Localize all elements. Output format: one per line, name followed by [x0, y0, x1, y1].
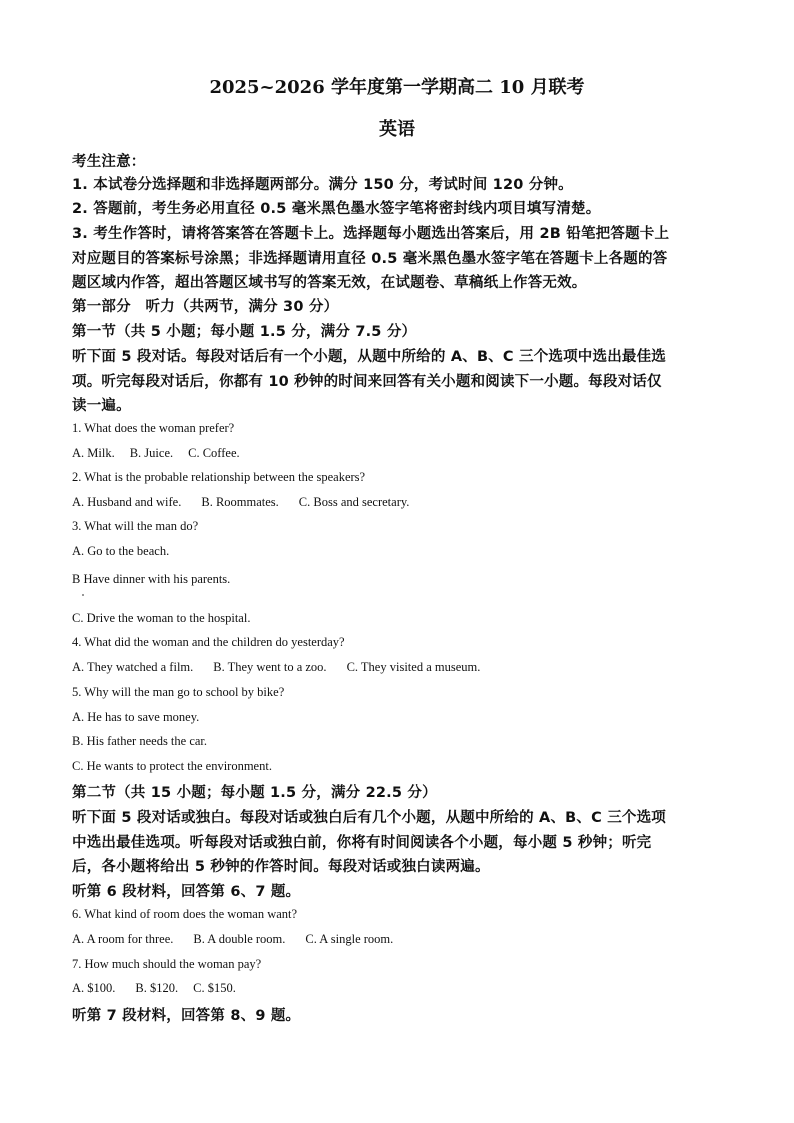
notice-item-2: 2. 答题前，考生务必用直径 0.5 毫米黑色墨水签字笔将密封线内项目填写清楚。 — [72, 201, 601, 217]
section1-heading: 第一节（共 5 小题；每小题 1.5 分，满分 7.5 分） — [72, 324, 417, 340]
question-5-option-b: B. His father needs the car. — [72, 734, 208, 748]
notice-item-3-cont: 对应题目的答案标号涂黑；非选择题请用直径 0.5 毫米黑色墨水签字笔在答题卡上各题的答 — [72, 251, 668, 267]
section2-heading: 第二节（共 15 小题；每小题 1.5 分，满分 22.5 分） — [72, 785, 437, 801]
question-2-stem: 2. What is the probable relationship between the speakers? — [72, 470, 366, 484]
section2-instructions-line3: 后，各小题将给出 5 秒钟的作答时间。每段对话或独白读两遍。 — [72, 859, 490, 875]
question-6-options — [72, 932, 393, 947]
question-4-stem: 4. What did the woman and the children do yesterday? — [72, 635, 345, 649]
question-4-options — [72, 660, 480, 675]
question-4-option-c: C. They visited a museum. — [346, 660, 481, 674]
question-5-option-a: A. He has to save money. — [72, 710, 200, 724]
question-6-option-c: C. A single room. — [305, 932, 394, 946]
question-2-option-a: A. Husband and wife. — [72, 495, 182, 509]
question-7-options — [72, 981, 236, 996]
stray-dot — [82, 594, 84, 596]
question-1-stem: 1. What does the woman prefer? — [72, 421, 235, 435]
material-6-heading: 听第 6 段材料，回答第 6、7 题。 — [72, 884, 301, 900]
section2-instructions-line2: 中选出最佳选项。听每段对话或独白前，你将有时间阅读各个小题，每小题 5 秒钟；听完 — [72, 835, 652, 851]
question-3-option-c: C. Drive the woman to the hospital. — [72, 611, 251, 625]
question-4-option-b: B. They went to a zoo. — [213, 660, 327, 674]
question-7-stem: 7. How much should the woman pay? — [72, 957, 262, 971]
question-5-option-c: C. He wants to protect the environment. — [72, 759, 272, 773]
notice-item-3-cont2: 题区域内作答，超出答题区域书写的答案无效，在试题卷、草稿纸上作答无效。 — [72, 275, 587, 291]
question-2-option-c: C. Boss and secretary. — [298, 495, 410, 509]
question-2-options — [72, 495, 409, 510]
subject-title: 英语 — [379, 119, 415, 140]
section1-instructions-line2: 项。听完每段对话后，你都有 10 秒钟的时间来回答有关小题和阅读下一小题。每段对话仅 — [72, 374, 662, 390]
notice-item-1: 1. 本试卷分选择题和非选择题两部分。满分 150 分，考试时间 120 分钟。 — [72, 177, 573, 193]
question-1-option-c: C. Coffee. — [188, 446, 240, 460]
question-1-option-b: B. Juice. — [129, 446, 174, 460]
question-2-option-b: B. Roommates. — [201, 495, 279, 509]
question-6-option-a: A. A room for three. — [72, 932, 174, 946]
question-3-option-b: B Have dinner with his parents. — [72, 572, 231, 586]
section1-instructions-line1: 听下面 5 段对话。每段对话后有一个小题，从题中所给的 A、B、C 三个选项中选出最佳选 — [72, 349, 666, 365]
question-7-option-a: A. $100. — [72, 981, 116, 995]
question-1-options — [72, 446, 240, 461]
material-7-heading: 听第 7 段材料，回答第 8、9 题。 — [72, 1008, 301, 1024]
exam-title: 2025~2026 学年度第一学期高二 10 月联考 — [209, 77, 585, 98]
question-7-option-b: B. $120. — [135, 981, 179, 995]
notice-item-3: 3. 考生作答时，请将答案答在答题卡上。选择题每小题选出答案后，用 2B 铅笔把答题卡上 — [72, 226, 670, 242]
question-1-option-a: A. Milk. — [72, 446, 115, 460]
question-6-option-b: B. A double room. — [193, 932, 286, 946]
notice-heading: 考生注意： — [72, 154, 146, 170]
question-4-option-a: A. They watched a film. — [72, 660, 194, 674]
question-3-option-a: A. Go to the beach. — [72, 544, 170, 558]
question-5-stem: 5. Why will the man go to school by bike? — [72, 685, 285, 699]
question-3-stem: 3. What will the man do? — [72, 519, 199, 533]
part1-heading: 第一部分 听力（共两节，满分 30 分） — [72, 299, 339, 315]
section1-instructions-line3: 读一遍。 — [72, 398, 131, 414]
question-7-option-c: C. $150. — [193, 981, 236, 995]
section2-instructions-line1: 听下面 5 段对话或独白。每段对话或独白后有几个小题，从题中所给的 A、B、C 三个选项 — [72, 810, 666, 826]
question-6-stem: 6. What kind of room does the woman want? — [72, 907, 298, 921]
